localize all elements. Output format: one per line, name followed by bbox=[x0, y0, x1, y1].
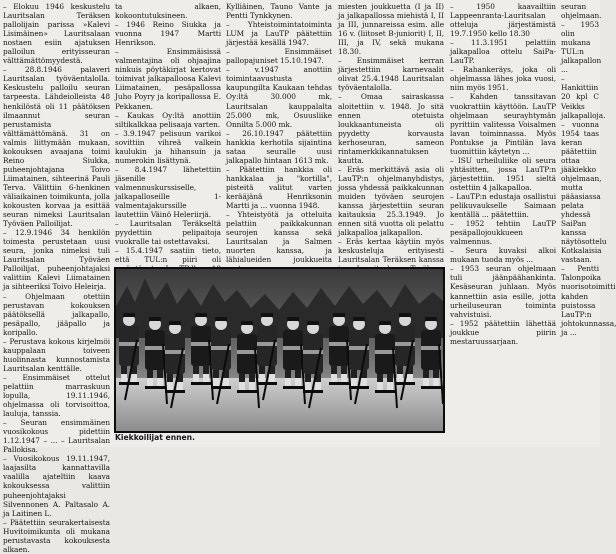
paragraph: – 12.9.1946 34 henkilön toimesta perustetaan uusi seura, jonka nimeksi tuli Lauritsalan Työväen Palloilijat, puheenjohtajaksi valittiin Kalevi Liimatainen ja sihteeriksi Toivo Heleirja. bbox=[3, 228, 110, 292]
player-sock bbox=[433, 378, 439, 386]
paragraph: – Lauritsalan Teräkseltä pyydettiin pelipaitoja vuokralle tai ostettavaksi. bbox=[115, 219, 221, 247]
paragraph: – 1952 päätettiin lähettää joukkue piirin mestaruussarjaan. bbox=[450, 318, 556, 346]
player-sock bbox=[361, 378, 367, 386]
player-cap bbox=[215, 317, 227, 321]
photo-caption: Kiekkoilijat ennen. bbox=[115, 433, 195, 442]
player-skates bbox=[283, 386, 303, 389]
player-sock bbox=[147, 370, 153, 378]
jersey-stripe bbox=[237, 350, 257, 354]
jersey-stripe bbox=[375, 350, 395, 354]
player-sock bbox=[157, 370, 163, 378]
player-cap bbox=[287, 317, 299, 321]
paragraph: – LauTP:n edustaja osallistui pelikuvaukselle Saimaan kentällä ... päätettiin. bbox=[450, 191, 556, 220]
paragraph: ta alkaen, kokoontutuksineen. bbox=[115, 2, 221, 21]
paragraph: – 8.4.1947 lähetettiin jäsenille valmennuskurssiselle, jalkapalloseille 1-valmentajakurssille lautettiin Väinö Heleriirjä. bbox=[115, 164, 221, 220]
player-sock bbox=[285, 370, 291, 378]
paragraph: – Kahden tanssitavan vuokrattiin käyttöön. LauTP ohjelmaan seurayhtymän pyrittiin valitessa Voisalmen lavan toiminnassa. Myös Pontukse ja Pintilän lava tuomittiin käytetyn ... bbox=[450, 92, 556, 156]
player-cap bbox=[261, 313, 273, 317]
paragraph: – Eräs merkittävä asia oli LauTP:n ohjelmanyhdistys, jossa yhdessä paikkakunnan muiden työväen seurojen kanssa järjestettiin seuran kaitauksia 25.3.1949. Jo ennen sitä vuotta oli pelattu jalkapalloa jalkapallon. bbox=[338, 164, 444, 238]
player-sock bbox=[259, 374, 265, 382]
paragraph: – Ensimmäiset pallopajuniset 15.10.1947. bbox=[226, 47, 332, 66]
player-cap bbox=[307, 321, 319, 325]
paragraph: – Hankittiin 20 kpl C Veikks jalkapalloja. bbox=[561, 74, 606, 120]
paragraph: – Päätettiin hankkia oli hankkalaa ja "kortilla", pisteitä valitut varten kerääjänä Henriksonin Martti ja ... vuonna 1948. bbox=[226, 164, 332, 211]
player-cap bbox=[123, 313, 135, 317]
team-photo bbox=[115, 268, 444, 432]
player-sock bbox=[249, 382, 255, 390]
player-sock bbox=[397, 374, 403, 382]
jersey-stripe bbox=[421, 346, 441, 350]
paragraph: – 15.4.1947 saatiin tieto, että TUL:n piiri oli bbox=[115, 246, 221, 265]
player-sock bbox=[239, 374, 245, 382]
player-sock bbox=[377, 382, 383, 390]
player-sock bbox=[223, 378, 229, 386]
player-cap bbox=[169, 321, 181, 325]
paragraph: – Perustava kokous kirjelmöi kauppalaan toiveen huolinnasta kunnostamista Lauritsalan kenttälle. bbox=[3, 336, 110, 373]
player-cap bbox=[195, 313, 207, 317]
player-cap bbox=[399, 313, 411, 317]
player-cap bbox=[353, 317, 365, 321]
player-sock bbox=[193, 366, 199, 374]
player-skates bbox=[375, 390, 395, 393]
paragraph: – Ensimmäiset ottelut pelattiin marraskuun lopulla, 19.11.1946, ohjelmassa oli torvisoittoa, lauluja, tanssia. bbox=[3, 372, 110, 419]
paragraph: Kylliäinen, Tauno Vante ja Pentti Tynkkynen. bbox=[226, 2, 332, 21]
player-sock bbox=[351, 378, 357, 386]
player-sock bbox=[397, 366, 403, 374]
text-column-5 bbox=[450, 2, 556, 445]
paragraph: – 1952 tehtiin LauTP pesäpallojoukkueen valmennus. bbox=[450, 219, 556, 247]
player-cap bbox=[425, 317, 437, 321]
player-skates bbox=[191, 382, 211, 385]
paragraph: – Eräs kertaa käytiin myös keskusteluja erityisesti Lauritsalan Teräksen kanssa bbox=[338, 237, 444, 265]
paragraph: – Kaukas Oy:ltä anottiin siltikalkkaa pelisaaja varten. bbox=[115, 110, 221, 129]
paragraph: – Ensimmäisissä valmentajina oli ohjaajina ninkuis pöytäkirjat kertovat toimivat jalkapalloosa Kalevi Liimatainen, pesäpallossa Juho Poyry ja koripallossa E. Pekkanen. bbox=[115, 47, 221, 111]
paragraph: – 28.8.1946 palaveri Lauritsalan työväentalolla. Keskustelu palloilu seuran tarpeesta. Lähdeiolleista 48 henkilöstä oli 11 päätöksen ilmaannut seuran perustamista välttämättömänä. 31 on valmis liittymään mukaan, kokouksen avaajana toimi Reino Siukka, puheenjohtajana Toivo Liimatainen, sihteerinä Pauli Terva. Välittiin 6-henkinen väliaikainen toimikunta, jolla kokousten korvaa ja esittää seuran nimeksi Lauritsalan Työväen Palloilijat. bbox=[3, 65, 110, 229]
paragraph: – 26.10.1947 päätettiin hankkia kerhotila sijaintina sataa seuralle uusi jalkapallo hintaan 1613 mk. bbox=[226, 128, 332, 165]
paragraph: seuran ohjelmaan. bbox=[561, 2, 602, 21]
player-sock bbox=[387, 382, 393, 390]
player-sock bbox=[167, 374, 173, 382]
player-sock bbox=[423, 378, 429, 386]
paragraph: – 1953 seuran ohjelmaan tuli jäänpäähankinta. Kesäseuran juhlaan. Myös kannettiin asia esille, jotta urheiluseuran toiminta vahvistuisi. bbox=[450, 264, 556, 319]
paragraph: – Rahankeräys, joka oli ohjelmassa lähes joka vuosi, niin myös 1951. bbox=[450, 65, 556, 93]
paragraph: – ISU urheiluliike oli seura yhtäsitten, jossa LauTP:n järjestettiin. 1951 sieltä ostettiin 4 jalkapalloa. bbox=[450, 155, 556, 192]
player-sock bbox=[239, 382, 245, 390]
player-sock bbox=[331, 366, 337, 374]
player-sock bbox=[203, 366, 209, 374]
text-column-6 bbox=[561, 2, 616, 445]
player-sock bbox=[213, 378, 219, 386]
player-sock bbox=[351, 370, 357, 378]
player-sock bbox=[341, 366, 347, 374]
paragraph: – Yhteistyötä ja otteluita pelattiin paikkakunnan seurojen kanssa sekä Lauritsalan ja Salmen nuorten kanssa, ja lähialueiden joukkueita bbox=[226, 210, 332, 265]
player-sock bbox=[377, 374, 383, 382]
paragraph: – 3.9.1947 pelisuun varikoi sovittiin vihreä valkein kaulukin ja hihansuin ja numerokin lisättynä. bbox=[115, 128, 221, 165]
paragraph: – Pentti Talonpoika nuorisotoimitti kahden puistossa LauTP:n johtokunnassa, ja ... bbox=[561, 264, 616, 337]
player-sock bbox=[331, 374, 337, 382]
player-sock bbox=[157, 378, 163, 386]
player-skates bbox=[145, 386, 165, 389]
player-sock bbox=[433, 370, 439, 378]
player-cap bbox=[379, 321, 391, 325]
jersey-stripe bbox=[191, 342, 211, 346]
text-column-1 bbox=[3, 2, 110, 554]
paragraph: miesten joukkuetta (I ja II) ja jalkapallossa miehistä I, II ja III, junnareissa esim. alle 16 v. (liitoset B-juniorit) I, II, III, ja IV, sekä mukana 18.30. bbox=[338, 2, 444, 57]
jersey-stripe bbox=[283, 346, 303, 350]
player-sock bbox=[423, 370, 429, 378]
player-sock bbox=[121, 366, 127, 374]
player-cap bbox=[241, 321, 253, 325]
player-sock bbox=[177, 382, 183, 390]
player-sock bbox=[295, 370, 301, 378]
player-sock bbox=[295, 378, 301, 386]
player-sock bbox=[305, 382, 311, 390]
paragraph: – Elokuu 1946 keskustelu Lauritsalan Teräksen pallolijain parissa »Kalevi Lisimäinen» Lauritsalaan nostaen esiin ajatuksen palloilun erityisseuran välttämättömyydestä. bbox=[3, 2, 110, 66]
paragraph: – Seuran ensimmäinen vuosikokous pidettiin 1.12.1947 – ... – Lauritsalan Pallokisa. bbox=[3, 418, 110, 455]
player-sock bbox=[387, 374, 393, 382]
player-sock bbox=[269, 374, 275, 382]
player-sock bbox=[407, 374, 413, 382]
player-sock bbox=[121, 374, 127, 382]
text-column-3 bbox=[226, 2, 332, 267]
text-column-4 bbox=[338, 2, 444, 267]
paragraph: – Päätettiin seurakertaisesta Huvitoimikunta oli mukana perustavasta kokouksesta alkaen. bbox=[3, 517, 110, 554]
paragraph: – 11.3.1951 pelattiin jalkapalloa ottelu SaiPa-LauTP. bbox=[450, 38, 556, 66]
text-column-2 bbox=[115, 2, 221, 267]
paragraph: – 1950 kaavailtiin Lappeenranta-Lauritsalan otteluja järjestämistä 19.7.1950 kello 18.30 bbox=[450, 2, 556, 39]
player-skates bbox=[329, 382, 349, 385]
player-sock bbox=[305, 374, 311, 382]
jersey-stripe bbox=[329, 342, 349, 346]
player-sock bbox=[131, 374, 137, 382]
player-cap bbox=[333, 313, 345, 317]
paragraph: – Yhteistoimintatoiminta LUM ja LauTP päätettiin järjestää kesällä 1947. bbox=[226, 20, 332, 48]
player-sock bbox=[167, 382, 173, 390]
player-sock bbox=[213, 370, 219, 378]
paragraph: – Ensimmäiset kerran järjestettiin karnevaalit olivat 25.4.1948 Lauritsalan työväentalolla. bbox=[338, 56, 444, 93]
paragraph: – vuonna 1954 taas keran päätettiin ottaa jääkiekko ohjelmaan, mutta pääasiassa pelata yhdessä SaiPan kanssa näytösottelu Kotkalaisia vastaan. bbox=[561, 119, 607, 265]
player-sock bbox=[341, 374, 347, 382]
paragraph: – Vuosikokous 19.11.1947, laajasilta kannattavilla vaalilla ajateltiin kaava kokouksessa valittiin puheenjohtajaksi Silvennonen A. Paltasalo A. ja Laitinen L. bbox=[3, 454, 110, 518]
paragraph: – Omaa sairaskassa aloitettiin v. 1948. Jo sitä ennen otetuista loukkaantuneista oli pyydetty korvausta kerhoseuran, sameon rintamerkkikannatuksen kautta. bbox=[338, 92, 444, 165]
player-sock bbox=[193, 374, 199, 382]
paragraph: – 1946 Reino Siukka ja vuonna 1947 Martti Henrikson. bbox=[115, 20, 221, 48]
player-skates bbox=[421, 386, 441, 389]
player-sock bbox=[285, 378, 291, 386]
jersey-stripe bbox=[145, 346, 165, 350]
player-sock bbox=[249, 374, 255, 382]
paragraph: – Ohjelmaan otettiin perustavan kokouksen päätöksellä jalkapallo, pesäpallo, jääpallo ja koripallo. bbox=[3, 291, 110, 337]
paragraph: – v.1947 anottiin toimintaavustusta kaupungilta Kaukaan tehdas Oy:ltä 30.000 mk, Lauritsalan kauppalalta 25.000 mk, Osuusliike Onnilta 5.000 mk. bbox=[226, 65, 332, 129]
player-sock bbox=[315, 382, 321, 390]
player-sock bbox=[203, 374, 209, 382]
player-sock bbox=[147, 378, 153, 386]
player-cap bbox=[149, 317, 161, 321]
player-sock bbox=[259, 366, 265, 374]
paragraph: – 1953 olin mukana TUL:n jalkapallon ... bbox=[561, 20, 602, 75]
paragraph: – Seura kuvaksi alkoi mukaan tuoda myös ... bbox=[450, 246, 556, 265]
player-skates bbox=[237, 390, 257, 393]
